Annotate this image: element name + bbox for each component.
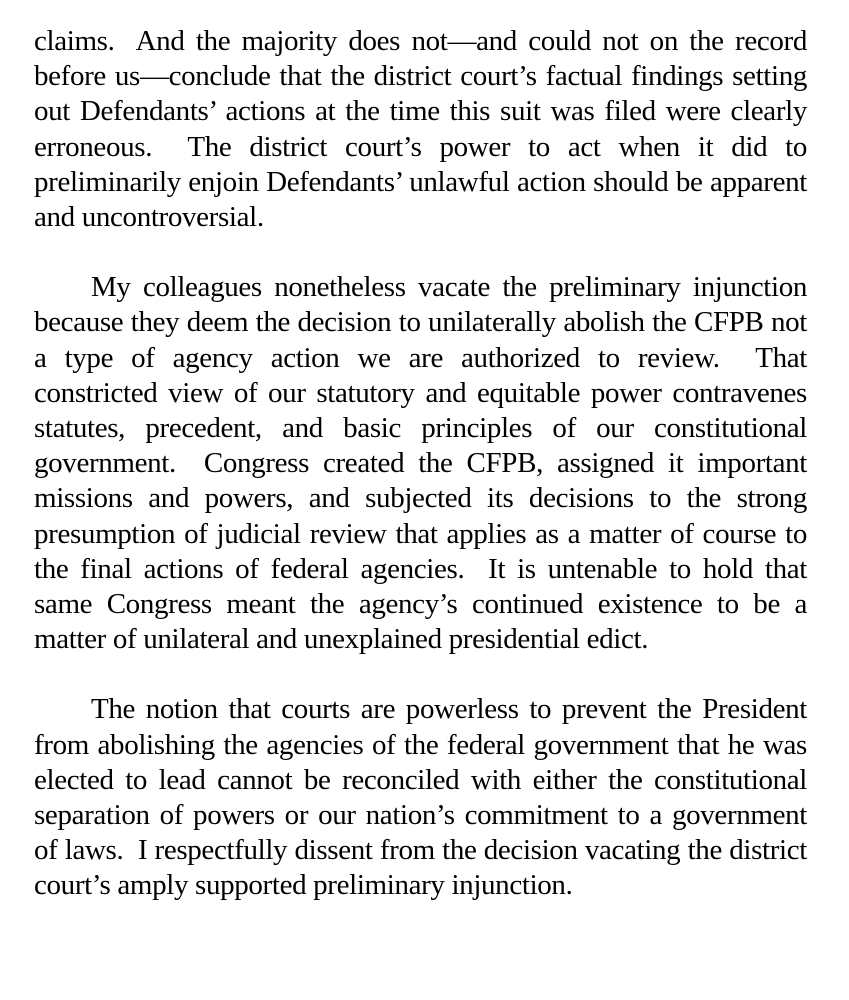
paragraph-vacate-injunction: My colleagues nonetheless vacate the preliminary injunction because they deem the decision to unilaterally abolish the CFPB not a type of agency action we are authorized to review. That constricted view of our statutory and equitable power contravenes statutes, precedent, and basic principles of our constitutional government. Congress created the CFPB, assigned it important missions and powers, and subjected its decisions to the strong presumption of judicial review that applies as a matter of course to the final actions of federal agencies. It is untenable to hold that same Congress meant the agency’s continued existence to be a matter of unilateral and unexplained presidential edict. — [34, 271, 807, 656]
document-page — [34, 24, 807, 904]
paragraph-continuation: claims. And the majority does not—and could not on the record before us—conclude that the district court’s factual findings setting out Defendants’ actions at the time this suit was filed were clearly erroneous. The district court’s power to act when it did to preliminarily enjoin Defendants’ unlawful action should be apparent and uncontroversial. — [34, 25, 807, 234]
paragraph-dissent: The notion that courts are powerless to prevent the President from abolishing the agencies of the federal government that he was elected to lead cannot be reconciled with either the constitutional separation of powers or our nation’s commitment to a government of laws. I respectfully dissent from the decision vacating the district court’s amply supported preliminary injunction. — [34, 693, 807, 902]
